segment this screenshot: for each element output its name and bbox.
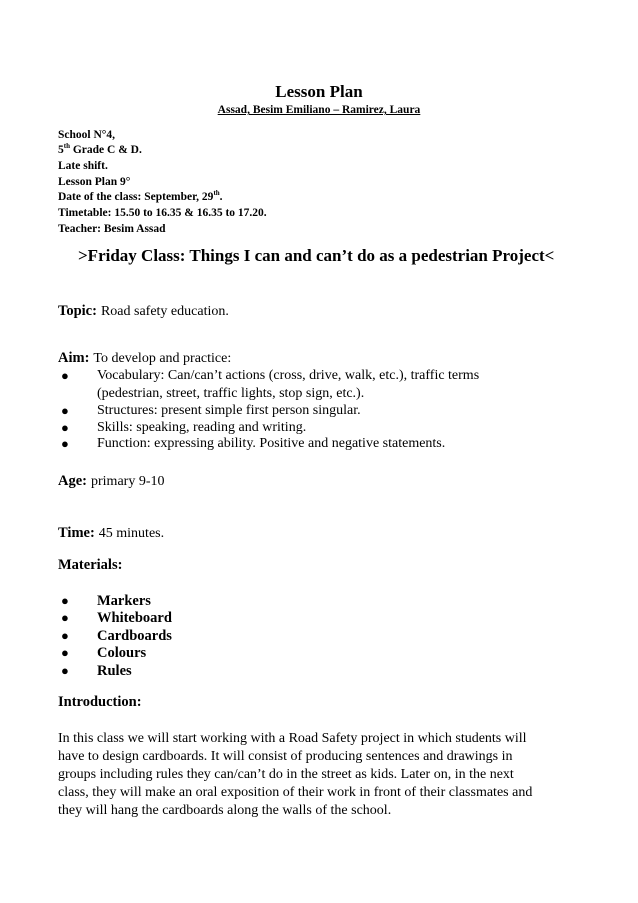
bullet-icon: ●: [61, 663, 69, 678]
aim-label: Aim:: [58, 350, 90, 366]
bullet-icon: ●: [61, 645, 69, 660]
document-title: Lesson Plan: [275, 82, 363, 101]
date-line: Date of the class: September, 29th.: [58, 189, 223, 203]
project-title: >Friday Class: Things I can and can’t do as a pedestrian Project<: [78, 246, 555, 265]
time-value: 45 minutes.: [98, 526, 165, 541]
age-row: [58, 472, 164, 490]
paragraph-line: they will hang the cardboards along the walls of the school.: [58, 803, 392, 818]
plan-number-line: Lesson Plan 9°: [58, 176, 131, 188]
lesson-plan-page: Lesson Plan Assad, Besim Emiliano – Ramirez, Laura School N°4, 5th Grade C & D. Late shift. Lesson Plan 9° Date of the class: September, 29th. Timetable: 15.50 to 16.35 & 16.35 to 17.20. Teacher: Besim Assad >Friday Class: Things I can and can’t do as a pedestrian Project< Topic: Road safety education. Aim: To develop and practice: ● Vocabulary: Can/can’t actions (cross, drive, walk, etc.), traffic terms (pedestrian, street, traffic lights, stop sign, etc.). ● Structures: present simple first person singular. ● Skills: speaking, reading and writing. ● Function: expressing ability. Positive and negative statements. Age: primary 9-10 Time: 45 minutes. Materials: ● Markers ● Whiteboard ● Cardboards ● Colours ● Rules Introduction: In this class we will start working with a Road Safety project in which students will have to design cardboards. It will consist of producing sentences and drawings in groups including rules they can/can’t do in the street as kids. Later on, in the next class, they will make an oral exposition of their work in front of their classmates and they will hang the cardboards along the walls of the school.: [0, 0, 638, 903]
aim-row: [58, 349, 231, 367]
school-line: School N°4,: [58, 129, 115, 141]
aim-value: To develop and practice:: [93, 351, 232, 366]
bullet-icon: ●: [61, 436, 69, 451]
timetable-line: Timetable: 15.50 to 16.35 & 16.35 to 17.20.: [58, 207, 267, 219]
introduction-label: Introduction:: [58, 694, 142, 710]
authors-line: Assad, Besim Emiliano – Ramirez, Laura: [217, 104, 421, 116]
age-label: Age:: [58, 473, 87, 489]
bullet-icon: ●: [61, 403, 69, 418]
time-label: Time:: [58, 525, 95, 541]
bullet-icon: ●: [61, 368, 69, 383]
paragraph-line: In this class we will start working with a Road Safety project in which students will: [58, 731, 527, 746]
bullet-icon: ●: [61, 420, 69, 435]
paragraph-line: class, they will make an oral exposition of their work in front of their classmates and: [58, 785, 533, 800]
topic-row: [58, 302, 229, 320]
shift-line: Late shift.: [58, 160, 108, 172]
materials-label: Materials:: [58, 557, 123, 573]
paragraph-line: have to design cardboards. It will consist of producing sentences and drawings in: [58, 749, 513, 764]
topic-value: Road safety education.: [100, 304, 229, 319]
paragraph-line: groups including rules they can/can’t do in the street as kids. Later on, in the next: [58, 767, 514, 782]
bullet-icon: ●: [61, 593, 69, 608]
time-row: [58, 524, 164, 542]
topic-label: Topic:: [58, 303, 97, 319]
bullet-icon: ●: [61, 610, 69, 625]
bullet-icon: ●: [61, 628, 69, 643]
age-value: primary 9-10: [91, 474, 165, 489]
teacher-line: Teacher: Besim Assad: [58, 223, 166, 235]
grade-line: 5th Grade C & D.: [58, 142, 142, 156]
